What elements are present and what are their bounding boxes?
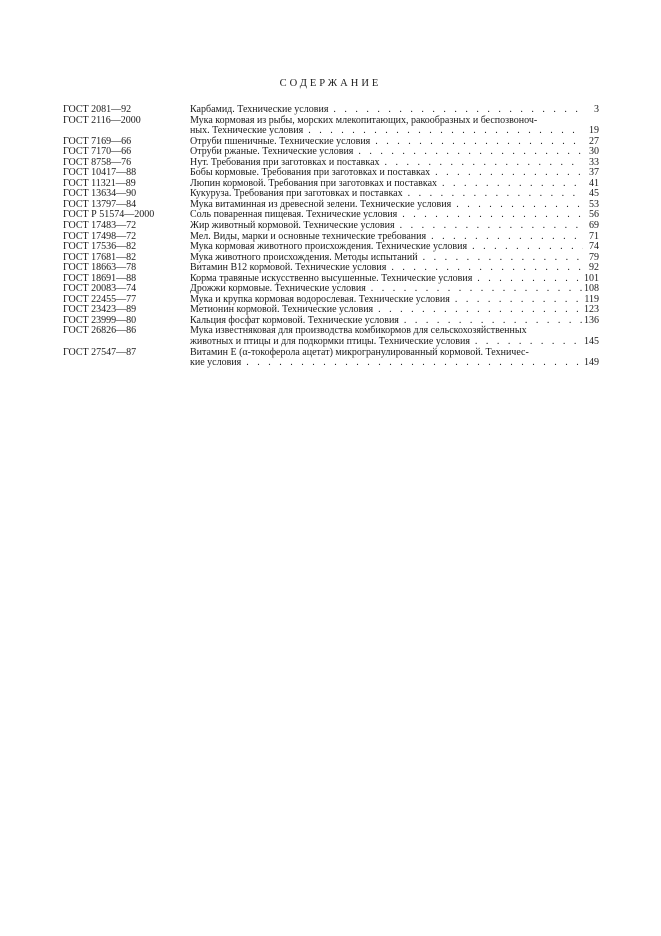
dot-leader	[333, 105, 583, 116]
standard-code: ГОСТ 2116—2000	[63, 114, 141, 126]
standard-code: ГОСТ 17483—72	[63, 220, 137, 232]
standard-code: ГОСТ 17498—72	[63, 230, 137, 242]
page-number: 119	[584, 293, 599, 305]
entry-title: Мука кормовая животного происхождения. Технические условия	[190, 241, 468, 253]
entry-title-block	[190, 348, 599, 369]
dot-leader	[375, 137, 583, 148]
toc-entry	[63, 221, 599, 232]
entry-title: Мука животного происхождения. Методы испытаний	[190, 251, 418, 263]
entry-title: кие условия	[190, 357, 242, 369]
toc-entry	[63, 116, 599, 137]
entry-title: Кукуруза. Требования при заготовках и поставках	[190, 188, 403, 200]
standard-code: ГОСТ 2081—92	[63, 104, 132, 115]
page-number: 45	[589, 188, 599, 200]
standard-code: ГОСТ 13797—84	[63, 198, 137, 210]
standard-code: ГОСТ 7170—66	[63, 146, 132, 158]
standard-code: ГОСТ 22455—77	[63, 293, 137, 305]
entry-title: Мел. Виды, марки и основные технические требования	[190, 230, 427, 242]
page-number: 27	[589, 135, 599, 147]
standard-code: ГОСТ 10417—88	[63, 167, 137, 179]
entry-title: Карбамид. Технические условия	[190, 104, 329, 115]
standard-code: ГОСТ 23423—89	[63, 304, 137, 316]
standard-code: ГОСТ 18663—78	[63, 262, 137, 274]
dot-leader	[358, 147, 583, 158]
page-number: 56	[589, 209, 599, 221]
entry-title: Мука кормовая из рыбы, морских млекопитающих, ракообразных и беспозвоноч-	[190, 114, 538, 126]
entry-title: Кальция фосфат кормовой. Технические условия	[190, 314, 399, 326]
page-number: 71	[589, 230, 599, 242]
page-number: 74	[589, 241, 599, 253]
dot-leader	[456, 200, 583, 211]
table-of-contents	[63, 105, 599, 369]
entry-title: Соль поваренная пищевая. Технические условия	[190, 209, 398, 221]
entry-title-block	[190, 105, 599, 116]
standard-code: ГОСТ 27547—87	[63, 346, 137, 358]
entry-title: животных и птицы и для подкормки птицы. Технические условия	[190, 336, 470, 348]
page-number: 41	[589, 177, 599, 189]
standard-code: ГОСТ 20083—74	[63, 283, 137, 295]
dot-leader	[455, 295, 583, 306]
standard-code: ГОСТ 8758—76	[63, 156, 132, 168]
standard-code: ГОСТ 11321—89	[63, 177, 136, 189]
standard-code: ГОСТ 26826—86	[63, 325, 137, 337]
page-number: 149	[584, 357, 599, 369]
standard-code: ГОСТ 13634—90	[63, 188, 137, 200]
entry-title-block	[190, 221, 599, 232]
entry-title-line	[190, 337, 599, 348]
page-number: 37	[589, 167, 599, 179]
dot-leader	[402, 210, 583, 221]
entry-title-line	[190, 348, 599, 359]
dot-leader	[475, 337, 582, 348]
entry-title: Корма травяные искусственно высушенные. Технические условия	[190, 272, 473, 284]
entry-title-block	[190, 326, 599, 347]
entry-title: ных. Технические условия	[190, 125, 304, 137]
dot-leader	[435, 168, 583, 179]
page-number: 123	[584, 304, 599, 316]
page-number: 69	[589, 220, 599, 232]
page-number: 30	[589, 146, 599, 158]
page-number: 3	[594, 104, 599, 115]
standard-code: ГОСТ 7169—66	[63, 135, 132, 147]
entry-title: Бобы кормовые. Требования при заготовках и поставках	[190, 167, 431, 179]
entry-title-line	[190, 221, 599, 232]
page-number: 145	[584, 336, 599, 348]
entry-title-line	[190, 358, 599, 369]
entry-title: Метионин кормовой. Технические условия	[190, 304, 374, 316]
toc-entry	[63, 348, 599, 369]
entry-title: Нут. Требования при заготовках и поставках	[190, 156, 380, 168]
standard-code: ГОСТ Р 51574—2000	[63, 209, 155, 221]
toc-entry	[63, 105, 599, 116]
standard-code: ГОСТ 17681—82	[63, 251, 137, 263]
page-number: 92	[589, 262, 599, 274]
dot-leader	[400, 221, 583, 232]
entry-title: Мука и крупка кормовая водорослевая. Технические условия	[190, 293, 450, 305]
standard-code: ГОСТ 23999—80	[63, 314, 137, 326]
entry-title: Витамин B12 кормовой. Технические условия	[190, 262, 387, 274]
entry-title: Отруби ржаные. Технические условия	[190, 146, 354, 158]
page-title: СОДЕРЖАНИЕ	[279, 78, 382, 89]
toc-entry	[63, 326, 599, 347]
page-number: 53	[589, 198, 599, 210]
dot-leader	[472, 242, 583, 253]
dot-leader	[423, 253, 583, 264]
dot-leader	[442, 179, 583, 190]
page-number: 101	[584, 272, 599, 284]
dot-leader	[477, 274, 582, 285]
entry-title-block	[190, 116, 599, 137]
entry-title-line	[190, 105, 599, 116]
page-number: 19	[589, 125, 599, 137]
page-number: 33	[589, 156, 599, 168]
entry-title: Мука известняковая для производства комбикормов для сельскохозяйственных	[190, 325, 527, 337]
entry-title: Люпин кормовой. Требования при заготовках и поставках	[190, 177, 438, 189]
standard-code: ГОСТ 18691—88	[63, 272, 137, 284]
page-number: 108	[584, 283, 599, 295]
entry-title: Жир животный кормовой. Технические условия	[190, 220, 395, 232]
dot-leader	[378, 305, 582, 316]
entry-title: Витамин Е (α-токоферола ацетат) микрогранулированный кормовой. Техничес-	[190, 346, 529, 358]
page-number: 136	[584, 314, 599, 326]
page-number: 79	[589, 251, 599, 263]
standard-code: ГОСТ 17536—82	[63, 241, 137, 253]
entry-title: Мука витаминная из древесной зелени. Технические условия	[190, 198, 452, 210]
dot-leader	[246, 358, 582, 369]
entry-title: Отруби пшеничные. Технические условия	[190, 135, 371, 147]
entry-title: Дрожжи кормовые. Технические условия	[190, 283, 366, 295]
